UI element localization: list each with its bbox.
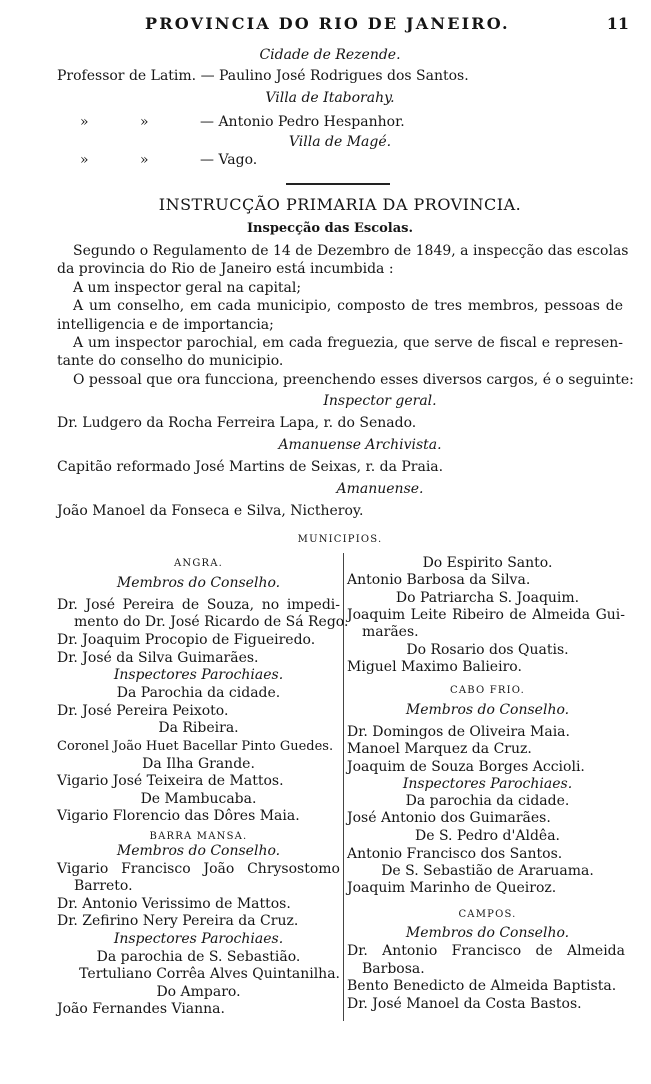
page-number: 11 (606, 14, 629, 33)
ditto-mark: » (80, 114, 89, 130)
amanuense: João Manoel da Fonseca e Silva, Nictheroy. (57, 503, 364, 519)
paragraph-line: A um inspector geral na capital; (73, 280, 302, 296)
municipio-heading: CAMPOS. (458, 909, 517, 920)
subheading: Inspectores Parochiaes. (113, 667, 284, 683)
section-title: INSTRUCÇÃO PRIMARIA DA PROVINCIA. (158, 195, 522, 214)
list-item: Joaquim Marinho de Queiroz. (347, 880, 557, 896)
subheading: Membros do Conselho. (405, 702, 570, 718)
list-item: Miguel Maximo Balieiro. (347, 659, 522, 675)
list-item: Dr. Zefirino Nery Pereira da Cruz. (57, 913, 299, 929)
mage-value: — Vago. (200, 152, 258, 168)
list-item: Dr. José Pereira Peixoto. (57, 703, 229, 719)
parish-heading: Da parochia da cidade. (405, 793, 570, 809)
itaborahy-heading: Villa de Itaborahy. (265, 90, 395, 106)
inspector-geral: Dr. Ludgero da Rocha Ferreira Lapa, r. do Senado. (57, 415, 417, 431)
list-item: Vigario Francisco João Chrysostomo (57, 861, 340, 877)
paragraph-line: tante do conselho do municipio. (57, 353, 284, 369)
municipios-heading: MUNICIPIOS. (297, 534, 383, 545)
list-item: Antonio Francisco dos Santos. (347, 846, 563, 862)
list-item: Bento Benedicto de Almeida Baptista. (347, 978, 617, 994)
paragraph-line: da provincia do Rio de Janeiro está incumbida : (57, 261, 394, 277)
list-item: marães. (362, 624, 419, 640)
paragraph-line: A um inspector parochial, em cada freguezia, que serve de fiscal e represen- (73, 335, 623, 351)
list-item: Antonio Barbosa da Silva. (347, 572, 531, 588)
ditto-mark: » (140, 114, 149, 130)
list-item: Tertuliano Corrêa Alves Quintanilha. (79, 966, 340, 982)
parish-heading: Do Espirito Santo. (422, 555, 553, 571)
parish-heading: Da Parochia da cidade. (116, 685, 281, 701)
list-item: Dr. José Pereira de Souza, no impedi- (57, 597, 340, 613)
rezende-line: Professor de Latim. — Paulino José Rodrigues dos Santos. (57, 68, 469, 84)
paragraph-line: intelligencia e de importancia; (57, 317, 274, 333)
list-item: Dr. Antonio Verissimo de Mattos. (57, 896, 291, 912)
subheading: Inspectores Parochiaes. (113, 931, 284, 947)
paragraph-line: Segundo o Regulamento de 14 de Dezembro de 1849, a inspecção das escolas (73, 243, 629, 259)
list-item: mento do Dr. José Ricardo de Sá Rego. (74, 614, 349, 630)
amanuense-archivista-heading: Amanuense Archivista. (278, 437, 442, 453)
subheading: Membros do Conselho. (116, 843, 281, 859)
list-item: Vigario José Teixeira de Mattos. (57, 773, 284, 789)
municipio-heading: CABO FRIO. (450, 685, 525, 696)
parish-heading: Do Rosario dos Quatis. (406, 642, 569, 658)
mage-heading: Villa de Magé. (288, 134, 392, 150)
rezende-heading: Cidade de Rezende. (259, 47, 401, 63)
parish-heading: Do Patriarcha S. Joaquim. (395, 590, 580, 606)
amanuense-archivista: Capitão reformado José Martins de Seixas, r. da Praia. (57, 459, 444, 475)
subheading: Membros do Conselho. (405, 925, 570, 941)
paragraph-line: A um conselho, em cada municipio, composto de tres membros, pessoas de (73, 298, 623, 314)
list-item: Joaquim Leite Ribeiro de Almeida Gui- (347, 607, 625, 623)
list-item: Dr. José da Silva Guimarães. (57, 650, 259, 666)
running-title: PROVINCIA DO RIO DE JANEIRO. (145, 14, 510, 33)
list-item: Dr. Antonio Francisco de Almeida (347, 943, 625, 959)
parish-heading: De Mambucaba. (140, 791, 257, 807)
parish-heading: Da Ilha Grande. (142, 756, 255, 772)
inspector-geral-heading: Inspector geral. (323, 393, 437, 409)
parish-heading: Da parochia de S. Sebastião. (96, 949, 301, 965)
list-item: Barbosa. (362, 961, 425, 977)
subheading: Membros do Conselho. (116, 575, 281, 591)
section-subtitle: Inspecção das Escolas. (246, 221, 414, 236)
section-divider (286, 183, 390, 185)
list-item: Joaquim de Souza Borges Accioli. (347, 759, 585, 775)
parish-heading: De S. Pedro d'Aldêa. (414, 828, 560, 844)
list-item: José Antonio dos Guimarães. (347, 810, 551, 826)
subheading: Inspectores Parochiaes. (402, 776, 573, 792)
municipio-heading: ANGRA. (173, 558, 224, 569)
ditto-mark: » (140, 152, 149, 168)
page-header (0, 14, 651, 40)
itaborahy-value: — Antonio Pedro Hespanhor. (200, 114, 405, 130)
paragraph-line: O pessoal que ora funcciona, preenchendo esses diversos cargos, é o seguinte: (73, 372, 634, 388)
list-item: Manoel Marquez da Cruz. (347, 741, 532, 757)
ditto-mark: » (80, 152, 89, 168)
list-item: Vigario Florencio das Dôres Maia. (57, 808, 300, 824)
list-item: Coronel João Huet Bacellar Pinto Guedes. (57, 739, 334, 754)
parish-heading: Do Amparo. (156, 984, 241, 1000)
list-item: João Fernandes Vianna. (57, 1001, 225, 1017)
list-item: Dr. Joaquim Procopio de Figueiredo. (57, 632, 316, 648)
parish-heading: De S. Sebastião de Araruama. (381, 863, 594, 879)
list-item: Barreto. (74, 878, 133, 894)
parish-heading: Da Ribeira. (158, 720, 239, 736)
list-item: Dr. Domingos de Oliveira Maia. (347, 724, 570, 740)
municipio-heading: BARRA MANSA. (149, 831, 248, 842)
list-item: Dr. José Manoel da Costa Bastos. (347, 996, 582, 1012)
amanuense-heading: Amanuense. (336, 481, 424, 497)
